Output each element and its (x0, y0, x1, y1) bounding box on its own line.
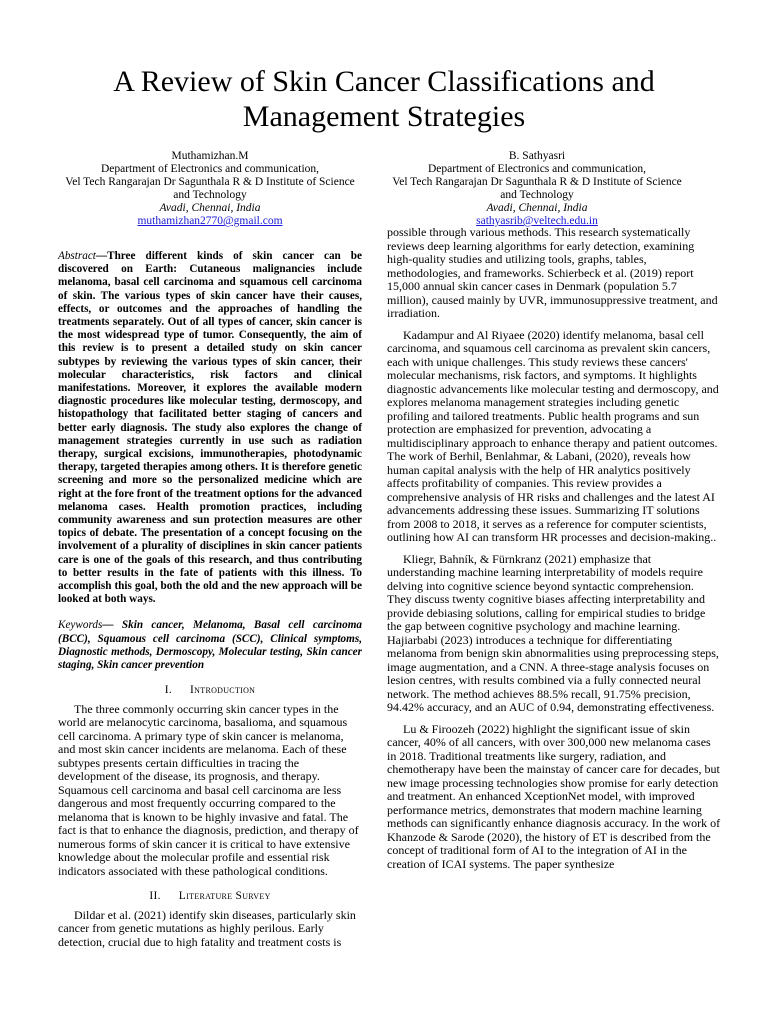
abstract-text: Three different kinds of skin cancer can be discovered on Earth: Cutaneous malignancies include melanoma, basal cell carcinoma and squamous cell carcinoma of skin. The various types of skin cancer have their causes, effects, or outcomes and the approaches of handling the treatments separately. Out of all types of cancer, skin cancer is the most widespread type of tumor. Consequently, the aim of this review is to present a detailed study on skin cancer subtypes by reviewing the various types of skin cancer, their molecular characteristics, risk factors and clinical manifestations. Moreover, it explores the available modern diagnostic procedures like molecular testing, dermoscopy, and histopathology that facilitated better staging of cancers and better early diagnosis. The study also explores the change of management strategies currently in use such as radiation therapy, surgical excisions, immunotherapies, photodynamic therapy, targeted therapies among others. It is therefore genetic screening and more so the personalized medicine which are right at the fore front of the treatment options for the advanced melanoma cases. Health promotion practices, including community awareness and sun protection measures are other topics of debate. The presentation of a concept focusing on the involvement of a plurality of disciplines in skin cancer patients care is one of the goals of this research, and thus contributing to better results in the fate of patients with this illness. To accomplish this goal, both the old and the new approach will be looked at both ways. (58, 250, 362, 606)
paragraph: The three commonly occurring skin cancer types in the world are melanocytic carcinoma, basalioma, and squamous cell carcinoma. A primary type of skin cancer is melanoma, and most skin cancer incidents are melanoma. Each of these subtypes presents certain difficulties in tracing the development of the disease, its prognosis, and therapy. Squamous cell carcinoma and basal cell carcinoma are less dangerous and most frequently occurring compared to the melanoma that is known to be highly invasive and fatal. The fact is that to enhance the diagnosis, prediction, and therapy of numerous forms of skin cancer it is critical to have extensive knowledge about the molecular profile and essential risk indicators associated with these pathological conditions. (58, 701, 359, 878)
right-column (387, 226, 721, 879)
abstract-lead: Abstract (58, 250, 96, 262)
abstract-dash: — (95, 250, 108, 262)
author-location: Avadi, Chennai, India (159, 202, 261, 214)
paragraph: Lu & Firoozeh (2022) highlight the significant issue of skin cancer, 40% of all cancers, with over 300,000 new melanoma cases in 2018. Traditional treatments like surgery, radiation, and chemotherapy have been the mainstay of cancer care for decades, but new image processing technologies show promise for early detection and treatment. An enhanced XceptionNet model, with improved performance metrics, demonstrates that modern machine learning methods can significantly enhance diagnosis accuracy. In the work of Khanzode & Sarode (2020), the history of ET is described from the concept of traditional form of AI to the integration of AI in the creation of ICAI systems. The paper synthesize (387, 721, 721, 871)
section-number: I. (164, 684, 173, 697)
paragraph: Kadampur and Al Riyaee (2020) identify melanoma, basal cell carcinoma, and squamous cell carcinoma as prevalent skin cancers, each with unique challenges. This study reviews these cancers' molecular mechanisms, risk factors, and symptoms. It highlights diagnostic advancements like molecular testing and dermoscopy, and explores melanoma management strategies including genetic profiling and tailored treatments. Public health programs and sun protection are emphasized for prevention, advocating a multidisciplinary approach to enhance therapy and patient outcomes. The work of Berhil, Benlahmar, & Labani, (2020), reveals how human capital analysis with the help of HR analytics positively affects profitability of companies. This review provides a comprehensive analysis of HR risks and challenges and the latest AI advancements addressing these issues. Summarizing IT solutions from 2008 to 2018, it serves as a reference for computer scientists, outlining how AI can transform HR processes and decision-making.. (387, 327, 719, 544)
section-heading-literature-survey (58, 890, 362, 904)
author-location: Avadi, Chennai, India (486, 202, 588, 214)
author-email-link[interactable]: muthamizhan2770@gmail.com (137, 215, 283, 227)
keywords-dash: — (102, 619, 114, 632)
author-name: Muthamizhan.M (171, 150, 249, 162)
paragraph: possible through various methods. This research systematically reviews deep learning algorithms for early detection, examining high-quality studies and utilizing tools, graphs, tables, methodologies, and frameworks. Schierbeck et al. (2019) report 15,000 annual skin cancer cases in Denmark (population 5.7 million), caused mainly by UVR, immunosuppressive treatment, and irradiation. (387, 225, 718, 320)
paragraph: Dildar et al. (2021) identify skin diseases, particularly skin cancer from genetic mutations as highly perilous. Early detection, crucial due to high fatality and treatment costs is (58, 907, 356, 949)
section-heading-introduction (58, 684, 362, 698)
section-number: II. (149, 890, 161, 903)
abstract (58, 250, 362, 606)
left-column (58, 250, 362, 957)
section-title: Literature Survey (178, 890, 271, 903)
author-email-link[interactable]: sathyasrib@veltech.edu.in (476, 215, 598, 227)
author-department: Department of Electronics and communication, (427, 163, 647, 175)
author-institute: Vel Tech Rangarajan Dr Sagunthala R & D Institute of Science and Technology (392, 176, 682, 201)
paper-title: A Review of Skin Cancer Classifications and Management Strategies (113, 65, 655, 133)
author-block-2 (392, 150, 682, 228)
section-title: Introduction (190, 684, 256, 697)
author-institute: Vel Tech Rangarajan Dr Sagunthala R & D Institute of Science and Technology (65, 176, 355, 201)
author-block-1 (65, 150, 355, 228)
keywords-text: Skin cancer, Melanoma, Basal cell carcinoma (BCC), Squamous cell carcinoma (SCC), Clinical symptoms, Diagnostic methods, Dermoscopy, Molecular testing, Skin cancer staging, Skin cancer prevention (58, 619, 362, 672)
keywords-lead: Keywords (58, 619, 103, 632)
paragraph: Kliegr, Bahník, & Fürnkranz (2021) emphasize that understanding machine learning interpretability of models require delving into cognitive science beyond syntactic comprehension. They discuss twenty cognitive biases affecting interpretability and provide debiasing solutions, calling for empirical studies to bridge the gap between cognitive psychology and machine learning. Hajiarbabi (2023) introduces a technique for differentiating melanoma from benign skin abnormalities using preprocessing steps, image augmentation, and a CNN. A three-stage analysis focuses on lesion centres, with results combined via a fully connected neural network. The method achieves 88.5% recall, 91.75% precision, 94.42% accuracy, and an AUC of 0.94, demonstrating effectiveness. (387, 551, 719, 714)
keywords (58, 619, 362, 672)
author-name: B. Sathyasri (508, 150, 566, 162)
author-department: Department of Electronics and communication, (100, 163, 320, 175)
